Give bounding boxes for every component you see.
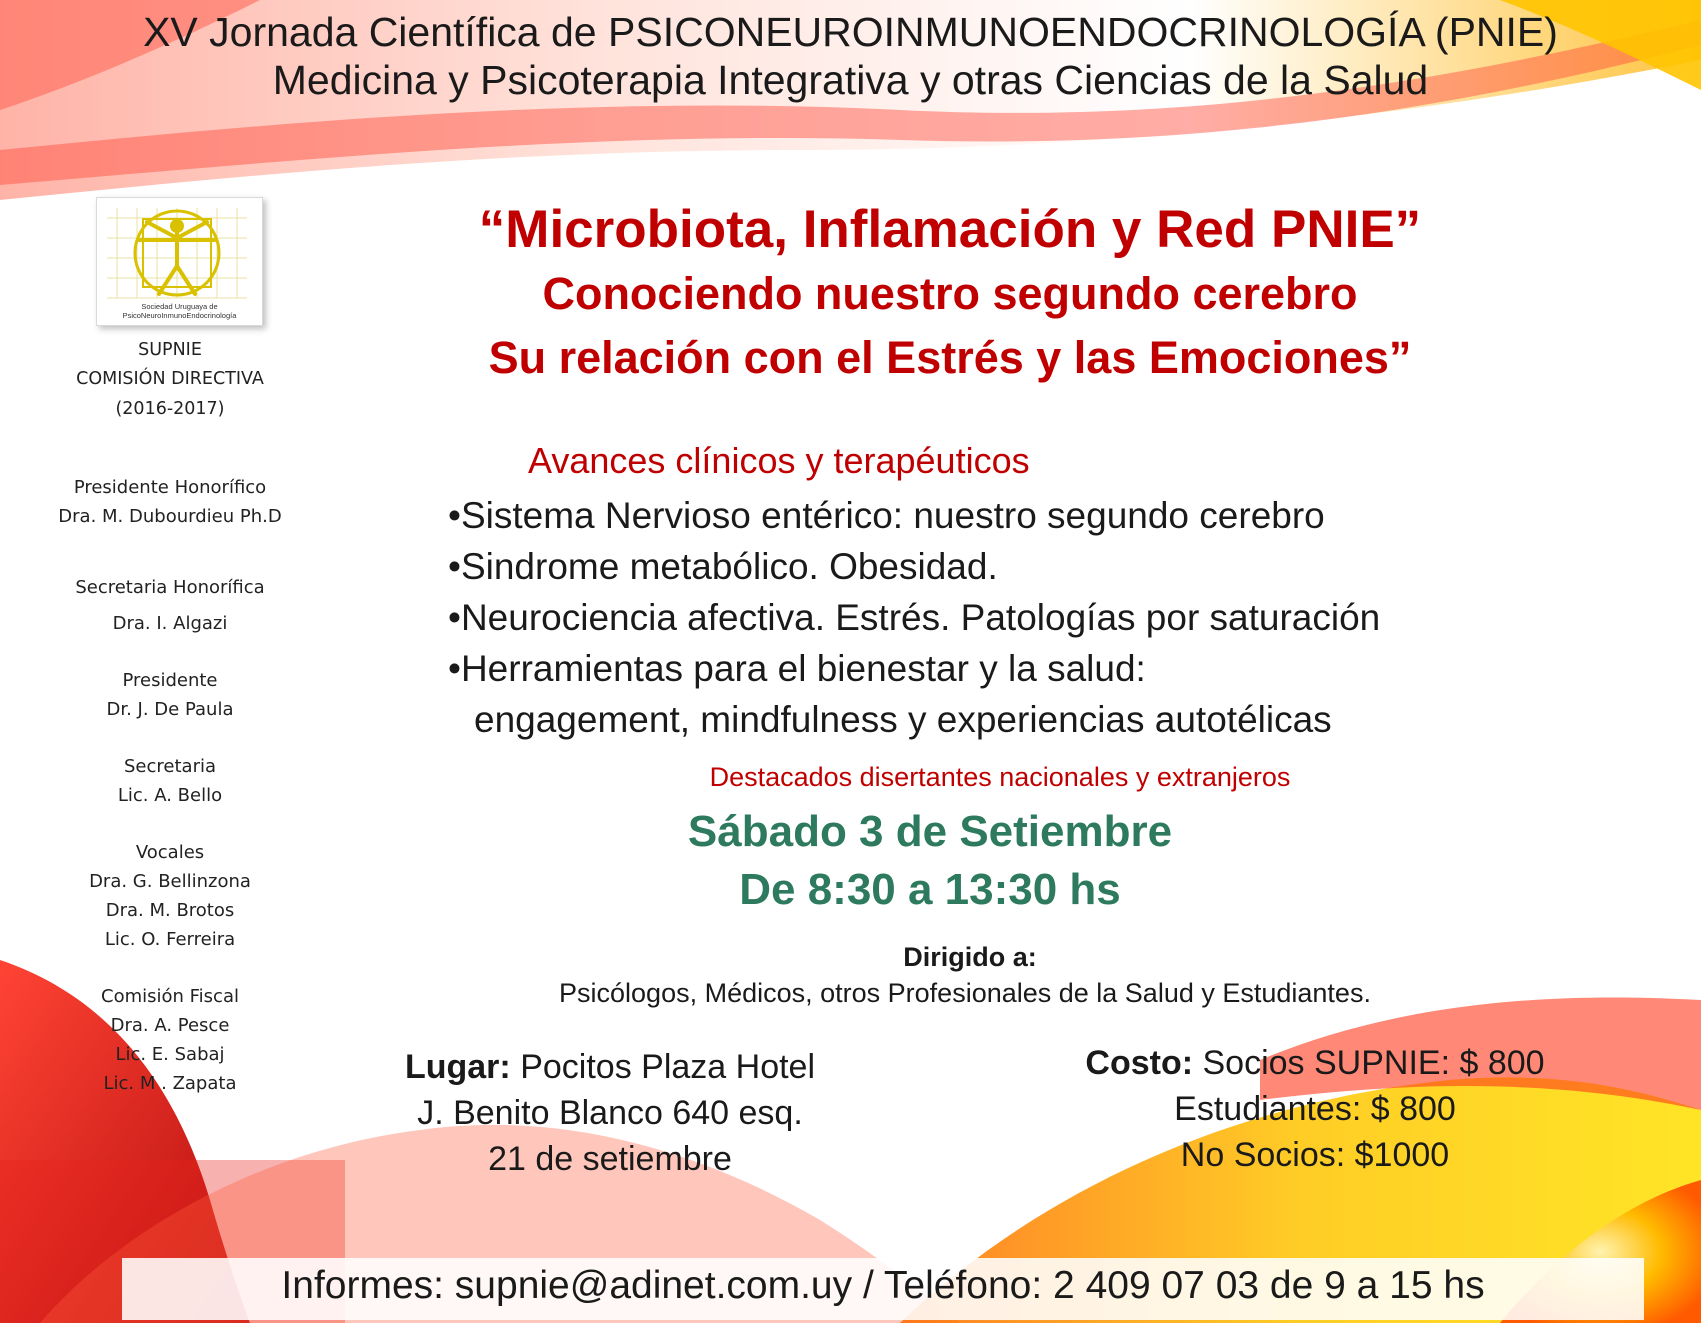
role-title: Secretaria Honorífica (75, 577, 265, 598)
list-item-continuation: engagement, mindfulness y experiencias autotélicas (474, 699, 1332, 740)
cost-members: Socios SUPNIE: $ 800 (1193, 1044, 1545, 1082)
member-name: Lic. A. Bello (117, 785, 223, 806)
cost-non-members: No Socios: $1000 (1180, 1136, 1450, 1174)
commission-title: COMISIÓN DIRECTIVA (76, 369, 264, 389)
venue-address-2: 21 de setiembre (488, 1140, 732, 1178)
title-line-2: Conociendo nuestro segundo cerebro (542, 268, 1358, 319)
member-name: Dr. J. De Paula (106, 699, 234, 720)
title-line-1: “Microbiota, Inflamación y Red PNIE” (478, 200, 1422, 259)
role-title: Presidente (122, 670, 218, 691)
event-time: De 8:30 a 13:30 hs (739, 865, 1121, 914)
venue-address-1: J. Benito Blanco 640 esq. (417, 1094, 803, 1132)
role-title: Comisión Fiscal (101, 986, 239, 1007)
contact-info: Informes: supnie@adinet.com.uy / Teléfono: 2 409 07 03 de 9 a 15 hs (281, 1264, 1485, 1307)
cost-block (1000, 1040, 1630, 1178)
role-title: Presidente Honorífico (73, 477, 267, 498)
event-header (0, 8, 1701, 104)
member-name: Dra. M. Dubourdieu Ph.D (58, 506, 282, 527)
event-date (560, 803, 1300, 919)
header-line-1: XV Jornada Científica de PSICONEUROINMUNOENDOCRINOLOGÍA (PNIE) (143, 9, 1558, 55)
member-name: Lic. O. Ferreira (104, 929, 236, 950)
title-line-3: Su relación con el Estrés y las Emociones” (488, 332, 1412, 383)
list-item: •Neurociencia afectiva. Estrés. Patologías por saturación (448, 597, 1381, 638)
commission-period: (2016-2017) (115, 399, 225, 419)
list-item: •Herramientas para el bienestar y la salud: (448, 648, 1146, 689)
member-name: Lic. M . Zapata (103, 1073, 237, 1094)
header-line-2: Medicina y Psicoterapia Integrativa y otras Ciencias de la Salud (272, 57, 1429, 103)
member-name: Dra. I. Algazi (112, 613, 228, 634)
list-item: •Sistema Nervioso entérico: nuestro segundo cerebro (448, 495, 1325, 536)
member-name: Lic. E. Sabaj (115, 1044, 225, 1065)
member-name: Dra. M. Brotos (105, 900, 235, 921)
member-name: Dra. G. Bellinzona (89, 871, 251, 892)
supnie-logo (96, 197, 263, 326)
venue-name: Pocitos Plaza Hotel (510, 1048, 816, 1086)
cost-students: Estudiantes: $ 800 (1174, 1090, 1456, 1128)
role-title: Secretaria (124, 756, 216, 777)
audience-text: Psicólogos, Médicos, otros Profesionales de la Salud y Estudiantes. (559, 978, 1371, 1008)
venue-line (340, 1044, 880, 1090)
cost-line (1000, 1040, 1630, 1086)
role-title: Vocales (135, 842, 205, 863)
member-name: Dra. A. Pesce (110, 1015, 230, 1036)
audience-label: Dirigido a: (903, 942, 1037, 972)
venue-label: Lugar: (404, 1048, 511, 1086)
topics-list (448, 490, 1380, 745)
event-day: Sábado 3 de Setiembre (687, 807, 1173, 856)
vitruvian-man-icon (97, 198, 262, 303)
cost-label: Costo: (1085, 1044, 1194, 1082)
org-name: SUPNIE (138, 340, 202, 360)
list-item: •Sindrome metabólico. Obesidad. (448, 546, 998, 587)
speakers-note: Destacados disertantes nacionales y extranjeros (709, 762, 1291, 792)
venue-block (340, 1044, 880, 1182)
logo-caption: Sociedad Uruguaya de PsicoNeuroInmunoEndocrinología (122, 302, 237, 320)
topics-heading: Avances clínicos y terapéuticos (528, 440, 1030, 481)
event-title (360, 198, 1540, 390)
